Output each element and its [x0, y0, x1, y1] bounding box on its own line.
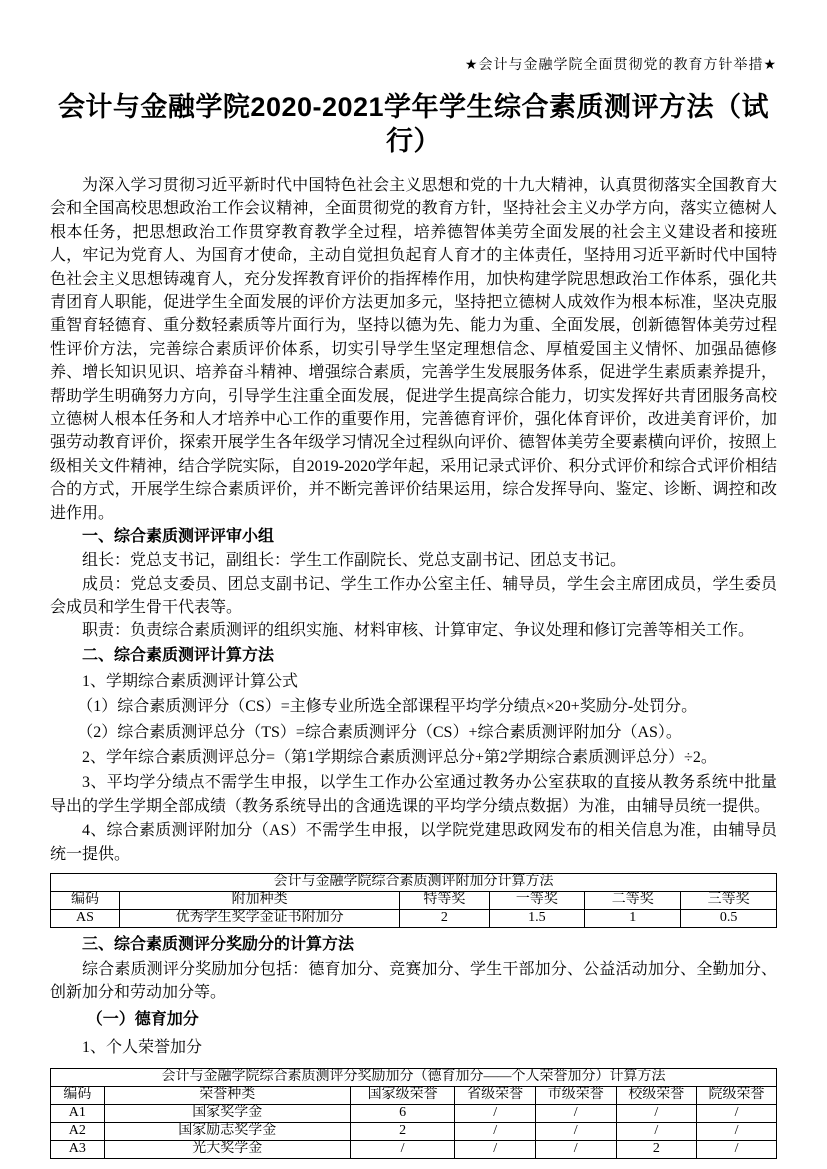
column-header: 一等奖	[489, 891, 585, 909]
table-cell: /	[697, 1122, 777, 1140]
table-cell: 2	[616, 1140, 697, 1158]
section3-paragraph: 综合素质测评分奖励加分包括：德育加分、竞赛加分、学生干部加分、公益活动加分、全勤加分、创新加分和劳动加分等。	[50, 960, 777, 1002]
bonus-points-table	[50, 873, 777, 928]
section2-line-4: 4、综合素质测评附加分（AS）不需学生申报，以学院党建思政网发布的相关信息为准，由辅导员统一提供。	[50, 821, 777, 863]
table-cell: 0.5	[681, 909, 777, 927]
section2-line-1: 1、学期综合素质测评计算公式	[82, 672, 299, 690]
subsection-moral-heading: （一）德育加分	[86, 1010, 199, 1028]
table-cell: /	[697, 1104, 777, 1122]
column-header: 二等奖	[585, 891, 681, 909]
section2-formula-cs: （1）综合素质测评分（CS）=主修专业所选全部课程平均学分绩点×20+奖励分-处罚分。	[77, 698, 698, 716]
column-header: 院级荣誉	[697, 1086, 777, 1104]
section3-heading: 三、综合素质测评分奖励分的计算方法	[82, 935, 355, 953]
table-title-row	[51, 873, 777, 891]
table-cell: 2	[400, 909, 489, 927]
table-cell: /	[616, 1122, 697, 1140]
table-cell: 6	[350, 1104, 455, 1122]
column-header: 荣誉种类	[104, 1086, 350, 1104]
table-cell: /	[697, 1140, 777, 1158]
column-header: 三等奖	[681, 891, 777, 909]
table-cell: 光大奖学金	[104, 1140, 350, 1158]
table-row	[51, 1104, 777, 1122]
section1-line-duty: 职责：负责综合素质测评的组织实施、材料审核、计算审定、争议处理和修订完善等相关工作。	[82, 622, 755, 640]
table-title: 会计与金融学院综合素质测评分奖励加分（德育加分——个人荣誉加分）计算方法	[51, 1068, 777, 1086]
table-cell: /	[535, 1122, 616, 1140]
personal-honor-item: 1、个人荣誉加分	[82, 1038, 203, 1056]
section1-line-leader: 组长：党总支书记，副组长：学生工作副院长、党总支副书记、团总支书记。	[82, 552, 627, 570]
section2-line-3: 3、平均学分绩点不需学生申报，以学生工作办公室通过教务办公室获取的直接从教务系统中批量导出的学生学期全部成绩（教务系统导出的含通选课的平均学分绩点数据）为准，由辅导员统一提供。	[50, 773, 777, 815]
column-header: 市级荣誉	[535, 1086, 616, 1104]
column-header: 特等奖	[400, 891, 489, 909]
table-row	[51, 1140, 777, 1158]
table-header-row	[51, 1086, 777, 1104]
honor-points-table	[50, 1068, 777, 1159]
table-cell: 2	[350, 1122, 455, 1140]
table-row	[51, 909, 777, 927]
table-cell: /	[350, 1140, 455, 1158]
table-cell: AS	[51, 909, 120, 927]
section1-line-members: 成员：党总支委员、团总支副书记、学生工作办公室主任、辅导员，学生会主席团成员，学生委员会成员和学生骨干代表等。	[50, 575, 777, 616]
table-cell: /	[455, 1104, 536, 1122]
document-title: 会计与金融学院2020-2021学年学生综合素质测评方法（试行）	[57, 92, 770, 156]
column-header: 校级荣誉	[616, 1086, 697, 1104]
column-header: 国家级荣誉	[350, 1086, 455, 1104]
column-header: 编码	[51, 891, 120, 909]
table-cell: A3	[51, 1140, 105, 1158]
spacer	[50, 867, 777, 871]
table-cell: 优秀学生奖学金证书附加分	[119, 909, 399, 927]
table-cell: 国家励志奖学金	[104, 1122, 350, 1140]
section2-formula-ts: （2）综合素质测评总分（TS）=综合素质测评分（CS）+综合素质测评附加分（AS）。	[77, 723, 682, 741]
table-cell: 国家奖学金	[104, 1104, 350, 1122]
table-cell: A1	[51, 1104, 105, 1122]
table-row	[51, 1122, 777, 1140]
table-cell: /	[455, 1140, 536, 1158]
table-cell: A2	[51, 1122, 105, 1140]
spacer	[50, 1062, 777, 1066]
column-header: 编码	[51, 1086, 105, 1104]
section2-line-2: 2、学年综合素质测评总分=（第1学期综合素质测评总分+第2学期综合素质测评总分）÷2。	[82, 749, 717, 767]
column-header: 附加种类	[119, 891, 399, 909]
table-cell: /	[535, 1104, 616, 1122]
table-cell: /	[455, 1122, 536, 1140]
table-header-row	[51, 891, 777, 909]
table-cell: 1	[585, 909, 681, 927]
header-note: ★会计与金融学院全面贯彻党的教育方针举措★	[464, 56, 777, 72]
section1-heading: 一、综合素质测评评审小组	[82, 528, 275, 546]
intro-paragraph: 为深入学习贯彻习近平新时代中国特色社会主义思想和党的十九大精神，认真贯彻落实全国教育大会和全国高校思想政治工作会议精神，全面贯彻党的教育方针，坚持社会主义办学方向，落实立德树人根本任务，把思想政治工作贯穿教育教学全过程，培养德智体美劳全面发展的社会主义建设者和接班人，牢记为党育人、为国育才使命，主动自觉担负起育人育才的主体责任，坚持用习近平新时代中国特色社会主义思想铸魂育人，充分发挥教育评价的指挥棒作用，加快构建学院思想政治工作体系，强化共青团育人职能，促进学生全面发展的评价方法更加多元，坚持把立德树人成效作为根本标准，坚决克服重智育轻德育、重分数轻素质等片面行为，坚持以德为先、能力为重、全面发展，创新德智体美劳过程性评价方法，完善综合素质评价体系，切实引导学生坚定理想信念、厚植爱国主义情怀、加强品德修养、增长知识见识、培养奋斗精神、增强综合素质，完善学生发展服务体系，促进学生素质素养提升，帮助学生明确努力方向，引导学生注重全面发展，促进学生提高综合能力，切实发挥好共青团服务高校立德树人根本任务和人才培养中心工作的重要作用，完善德育评价，强化体育评价，改进美育评价，加强劳动教育评价，探索开展学生各年级学习情况全过程纵向评价、德智体美劳全要素横向评价，按照上级相关文件精神，结合学院实际，自2019-2020学年起，采用记录式评价、积分式评价和综合式评价相结合的方式，开展学生综合素质评价，并不断完善评价结果运用，综合发挥导向、鉴定、诊断、调控和改进作用。	[50, 177, 777, 522]
table-cell: /	[616, 1104, 697, 1122]
table-title: 会计与金融学院综合素质测评附加分计算方法	[51, 873, 777, 891]
column-header: 省级荣誉	[455, 1086, 536, 1104]
table-cell: /	[535, 1140, 616, 1158]
table-cell: 1.5	[489, 909, 585, 927]
table-title-row	[51, 1068, 777, 1086]
section2-heading: 二、综合素质测评计算方法	[82, 646, 275, 664]
